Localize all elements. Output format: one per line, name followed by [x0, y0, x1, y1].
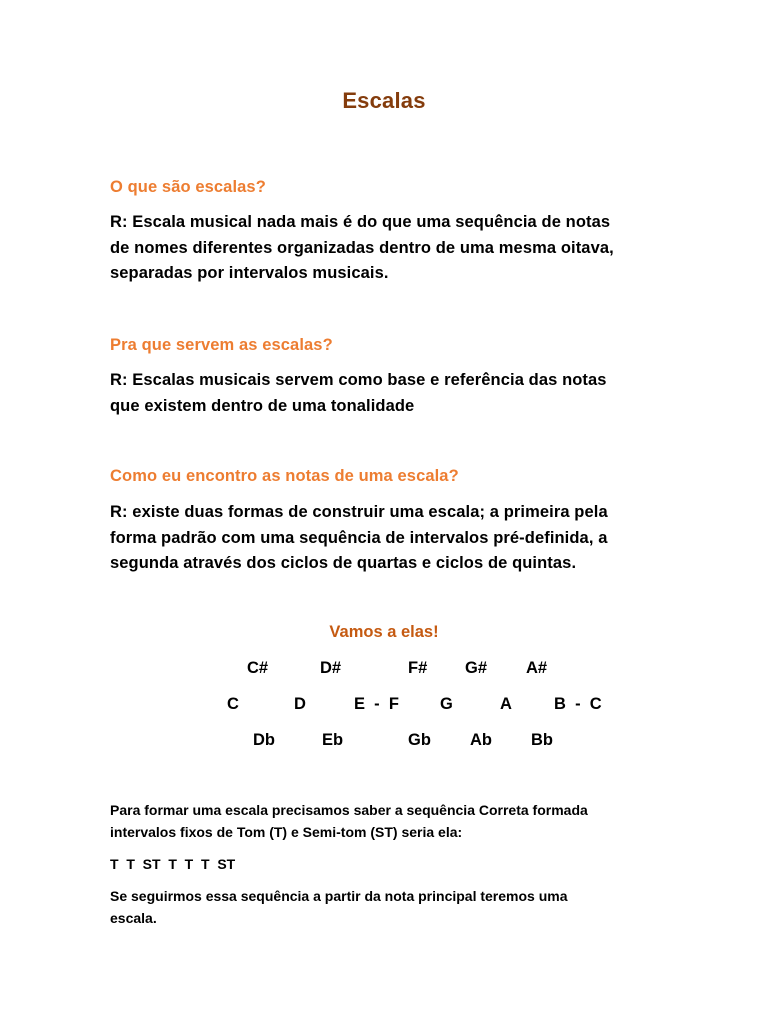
question-how-to-find: Como eu encontro as notas de uma escala? — [110, 467, 459, 485]
note-sharp: G# — [465, 659, 488, 677]
note-natural: D — [294, 695, 306, 713]
note-flat: Eb — [322, 731, 344, 749]
note-natural: A — [500, 695, 512, 713]
note-flat: Gb — [408, 731, 431, 749]
answer-what-are-scales: R: Escala musical nada mais é do que uma sequência de notas de nomes diferentes organizadas dentro de uma mesma oitava, separadas por intervalos musicais. — [110, 213, 614, 282]
page-title: Escalas — [342, 88, 426, 113]
question-what-for: Pra que servem as escalas? — [110, 336, 333, 354]
note-flat: Ab — [470, 731, 492, 749]
note-sharp: C# — [247, 659, 269, 677]
note-natural: C — [227, 695, 239, 713]
conclusion-text: Se seguirmos essa sequência a partir da nota principal teremos uma escala. — [110, 888, 568, 926]
note-natural: E - F — [354, 695, 399, 713]
note-natural: G — [440, 695, 453, 713]
note-sharp: F# — [408, 659, 428, 677]
question-what-are-scales: O que são escalas? — [110, 178, 266, 196]
notes-heading: Vamos a elas! — [329, 623, 439, 641]
note-natural: B - C — [554, 695, 602, 713]
note-flat: Db — [253, 731, 275, 749]
answer-what-for: R: Escalas musicais servem como base e referência das notas que existem dentro de uma tonalidade — [110, 371, 607, 415]
note-sharp: A# — [526, 659, 548, 677]
interval-sequence: T T ST T T T ST — [110, 856, 236, 872]
note-flat: Bb — [531, 731, 553, 749]
formation-text: Para formar uma escala precisamos saber a sequência Correta formada intervalos fixos de Tom (T) e Semi-tom (ST) seria ela: — [110, 802, 588, 840]
answer-how-to-find: R: existe duas formas de construir uma escala; a primeira pela forma padrão com uma sequência de intervalos pré-definida, a segunda através dos ciclos de quartas e ciclos de quintas. — [110, 503, 608, 572]
note-sharp: D# — [320, 659, 342, 677]
